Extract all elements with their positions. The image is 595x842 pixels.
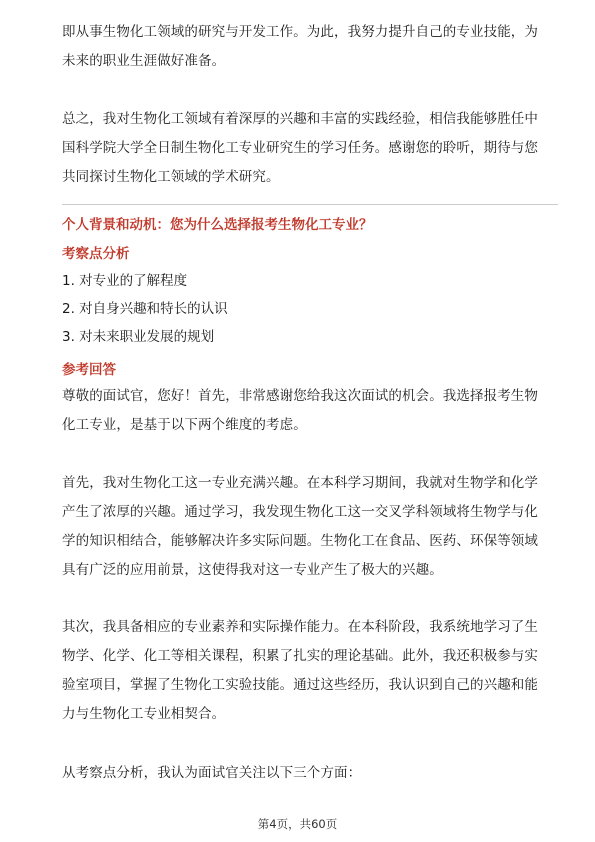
answer-paragraph-3: 其次，我具备相应的专业素养和实际操作能力。在本科阶段，我系统地学习了生物学、化学、化工等相关课程，积累了扎实的理论基础。此外，我还积极参与实验室项目，掌握了生物化工实验技能。通过这些经历，我认识到自己的兴趣和能力与生物化工专业相契合。 [62, 619, 538, 722]
analysis-point-1: 1. 对专业的了解程度 [62, 273, 188, 289]
analysis-point-3: 3. 对未来职业发展的规划 [62, 329, 215, 345]
answer-paragraph-1: 尊敬的面试官，您好！首先，非常感谢您给我这次面试的机会。我选择报考生物化工专业，是基于以下两个维度的考虑。 [62, 388, 538, 433]
question-heading: 个人背景和动机：您为什么选择报考生物化工专业？ [62, 217, 373, 233]
answer-label: 参考回答 [62, 362, 116, 378]
analysis-label: 考察点分析 [62, 246, 130, 262]
answer-paragraph-4: 从考察点分析，我认为面试官关注以下三个方面： [62, 765, 362, 781]
answer-paragraph-2: 首先，我对生物化工这一专业充满兴趣。在本科学习期间，我就对生物学和化学产生了浓厚的兴趣。通过学习，我发现生物化工这一交叉学科领域将生物学与化学的知识相结合，能够解决许多实际问题。生物化工在食品、医药、环保等领域具有广泛的应用前景，这使得我对这一专业产生了极大的兴趣。 [62, 475, 538, 578]
paragraph-conclusion: 总之，我对生物化工领域有着深厚的兴趣和丰富的实践经验，相信我能够胜任中国科学院大学全日制生物化工专业研究生的学习任务。感谢您的聆听，期待与您共同探讨生物化工领域的学术研究。 [62, 111, 538, 185]
paragraph-continuation: 即从事生物化工领域的研究与开发工作。为此，我努力提升自己的专业技能，为未来的职业生涯做好准备。 [62, 24, 538, 69]
analysis-point-2: 2. 对自身兴趣和特长的认识 [62, 301, 228, 317]
section-divider [62, 204, 558, 205]
page-footer: 第4页，共60页 [257, 817, 338, 831]
